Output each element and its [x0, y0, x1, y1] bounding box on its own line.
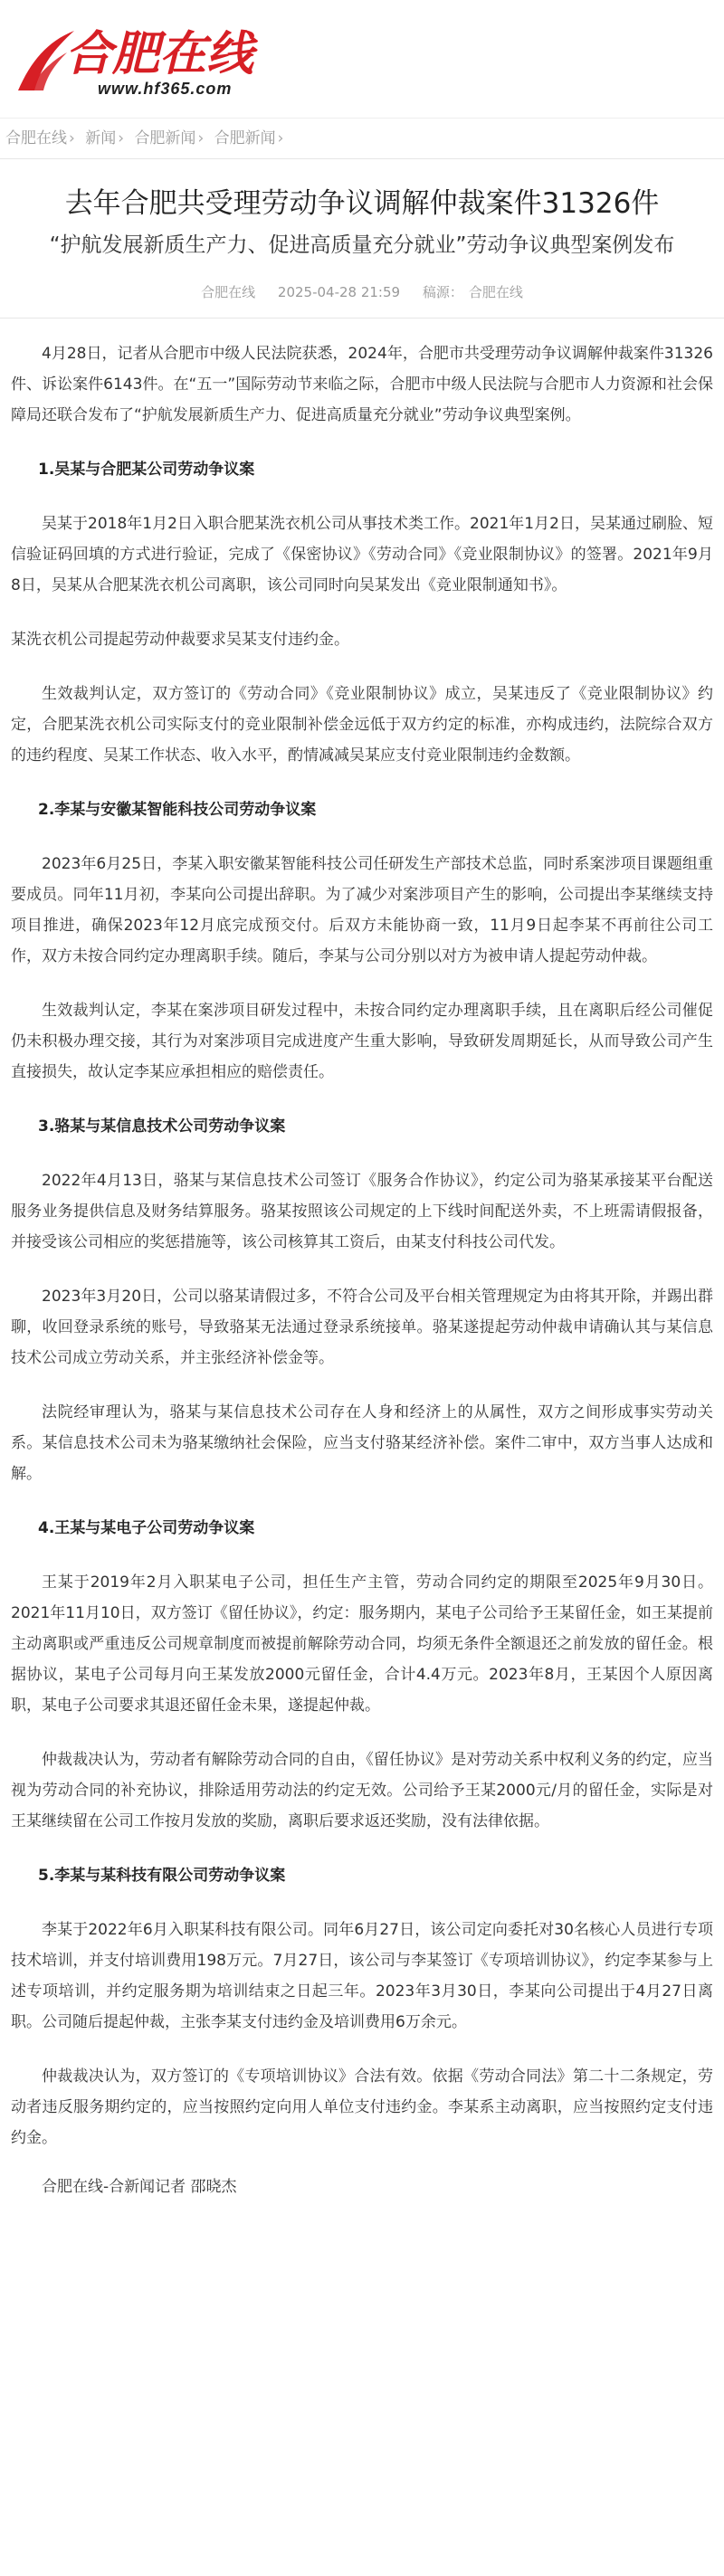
case-heading-1: 1.吴某与合肥某公司劳动争议案 [38, 461, 255, 479]
article-datetime: 2025-04-28 21:59 [277, 284, 401, 300]
case-2-paragraph-1: 2023年6月25日，李某入职安徽某智能科技公司任研发生产部技术总监，同时系案涉项目课题组重要成员。同年11月初，李某向公司提出辞职。为了减少对案涉项目产生的影响，公司提出李某继续支持项目推进，确保2023年12月底完成预交付。后双方未能协商一致，11月9日起李某不再前往公司工作，双方未按合同约定办理离职手续。随后，李某与公司分别以对方为被申请人提起劳动仲裁。 [11, 855, 713, 965]
case-3-paragraph-3: 法院经审理认为，骆某与某信息技术公司存在人身和经济上的从属性，双方之间形成事实劳动关系。某信息技术公司未为骆某缴纳社会保险，应当支付骆某经济补偿。案件二审中，双方当事人达成和解。 [11, 1403, 713, 1483]
article-origin-label: 稿源： [422, 284, 463, 300]
site-logo[interactable] [11, 25, 282, 107]
case-3-paragraph-2: 2023年3月20日，公司以骆某请假过多，不符合公司及平台相关管理规定为由将其开除，并踢出群聊，收回登录系统的账号，导致骆某无法通过登录系统接单。骆某遂提起劳动仲裁申请确认其与某信息技术公司成立劳动关系，并主张经济补偿金等。 [11, 1288, 713, 1367]
case-4-paragraph-2: 仲裁裁决认为，劳动者有解除劳动合同的自由，《留任协议》是对劳动关系中权利义务的约定，应当视为劳动合同的补充协议，排除适用劳动法的约定无效。公司给予王某2000元/月的留任金，实际是对王某继续留在公司工作按月发放的奖励，离职后要求返还奖励，没有法律依据。 [11, 1751, 713, 1830]
case-4-paragraph-1: 王某于2019年2月入职某电子公司，担任生产主管，劳动合同约定的期限至2025年9月30日。2021年11月10日，双方签订《留任协议》，约定：服务期内，某电子公司给予王某留任金，如王某提前主动离职或严重违反公司规章制度而被提前解除劳动合同，均须无条件全额退还之前发放的留任金。根据协议，某电子公司每月向王某发放2000元留任金，合计4.4万元。2023年8月，王某因个人原因离职，某电子公司要求其退还留任金未果，遂提起仲裁。 [11, 1573, 713, 1715]
site-header [0, 0, 724, 118]
article-title: 去年合肥共受理劳动争议调解仲裁案件31326件 [64, 187, 660, 220]
breadcrumb-item-news[interactable]: 新闻 [85, 129, 117, 147]
breadcrumb-separator: › [69, 129, 75, 147]
breadcrumb-item-hefei-news[interactable]: 合肥新闻 [134, 129, 196, 147]
article-body [0, 318, 724, 2153]
article-meta [18, 282, 706, 301]
article-subtitle: “护航发展新质生产力、促进高质量充分就业”劳动争议典型案例发布 [49, 233, 675, 257]
logo-url: www.hf365.com [98, 80, 233, 98]
case-heading-5: 5.李某与某科技有限公司劳动争议案 [38, 1867, 286, 1885]
case-heading-4: 4.王某与某电子公司劳动争议案 [38, 1519, 255, 1537]
case-2-paragraph-2: 生效裁判认定，李某在案涉项目研发过程中，未按合同约定办理离职手续，且在离职后经公司催促仍未积极办理交接，其行为对案涉项目完成进度产生重大影响，导致研发周期延长，从而导致公司产生直接损失，故认定李某应承担相应的赔偿责任。 [11, 1002, 713, 1081]
breadcrumb [0, 118, 724, 159]
case-heading-2: 2.李某与安徽某智能科技公司劳动争议案 [38, 801, 317, 819]
breadcrumb-item-hefei-news-current[interactable]: 合肥新闻 [214, 129, 276, 147]
breadcrumb-item-home[interactable]: 合肥在线 [5, 129, 67, 147]
article-origin [423, 284, 523, 300]
article-origin-value: 合肥在线 [468, 284, 523, 300]
breadcrumb-separator: › [277, 129, 284, 147]
case-heading-3: 3.骆某与某信息技术公司劳动争议案 [38, 1117, 286, 1136]
case-1-paragraph-1: 吴某于2018年1月2日入职合肥某洗衣机公司从事技术类工作。2021年1月2日，吴某通过刷脸、短信验证码回填的方式进行验证，完成了《保密协议》《劳动合同》《竞业限制协议》的签署。2021年9月8日，吴某从合肥某洗衣机公司离职，该公司同时向吴某发出《竞业限制通知书》。 [11, 515, 713, 594]
case-5-paragraph-2: 仲裁裁决认为，双方签订的《专项培训协议》合法有效。依据《劳动合同法》第二十二条规定，劳动者违反服务期约定的，应当按照约定向用人单位支付违约金。李某系主动离职，应当按照约定支付违约金。 [11, 2067, 713, 2147]
article-intro: 4月28日，记者从合肥市中级人民法院获悉，2024年，合肥市共受理劳动争议调解仲裁案件31326件、诉讼案件6143件。在“五一”国际劳动节来临之际，合肥市中级人民法院与合肥市人力资源和社会保障局还联合发布了“护航发展新质生产力、促进高质量充分就业”劳动争议典型案例。 [11, 345, 713, 424]
logo-text: 合肥在线 [65, 26, 254, 81]
case-1-paragraph-3: 生效裁判认定，双方签订的《劳动合同》《竞业限制协议》成立，吴某违反了《竞业限制协议》约定，合肥某洗衣机公司实际支付的竞业限制补偿金远低于双方约定的标准，亦构成违约，法院综合双方的违约程度、吴某工作状态、收入水平，酌情减减吴某应支付竞业限制违约金数额。 [11, 685, 713, 765]
case-1-paragraph-2: 某洗衣机公司提起劳动仲裁要求吴某支付违约金。 [11, 631, 349, 649]
case-3-paragraph-1: 2022年4月13日，骆某与某信息技术公司签订《服务合作协议》，约定公司为骆某承接某平台配送服务业务提供信息及财务结算服务。骆某按照该公司规定的上下线时间配送外卖，不上班需请假报备，并接受该公司相应的奖惩措施等，该公司核算其工资后，由某支付科技公司代发。 [11, 1172, 713, 1251]
breadcrumb-separator: › [118, 129, 125, 147]
article-source-name: 合肥在线 [201, 284, 256, 300]
article-header [0, 159, 724, 318]
case-5-paragraph-1: 李某于2022年6月入职某科技有限公司。同年6月27日，该公司定向委托对30名核心人员进行专项技术培训，并支付培训费用198万元。7月27日，该公司与李某签订《专项培训协议》，约定李某参与上述专项培训，并约定服务期为培训结束之日起三年。2023年3月30日，李某向公司提出于4月27日离职。公司随后提起仲裁，主张李某支付违约金及培训费用6万余元。 [11, 1921, 713, 2031]
article-footer-byline: 合肥在线-合新闻记者 邵晓杰 [42, 2178, 237, 2196]
breadcrumb-separator: › [197, 129, 205, 147]
